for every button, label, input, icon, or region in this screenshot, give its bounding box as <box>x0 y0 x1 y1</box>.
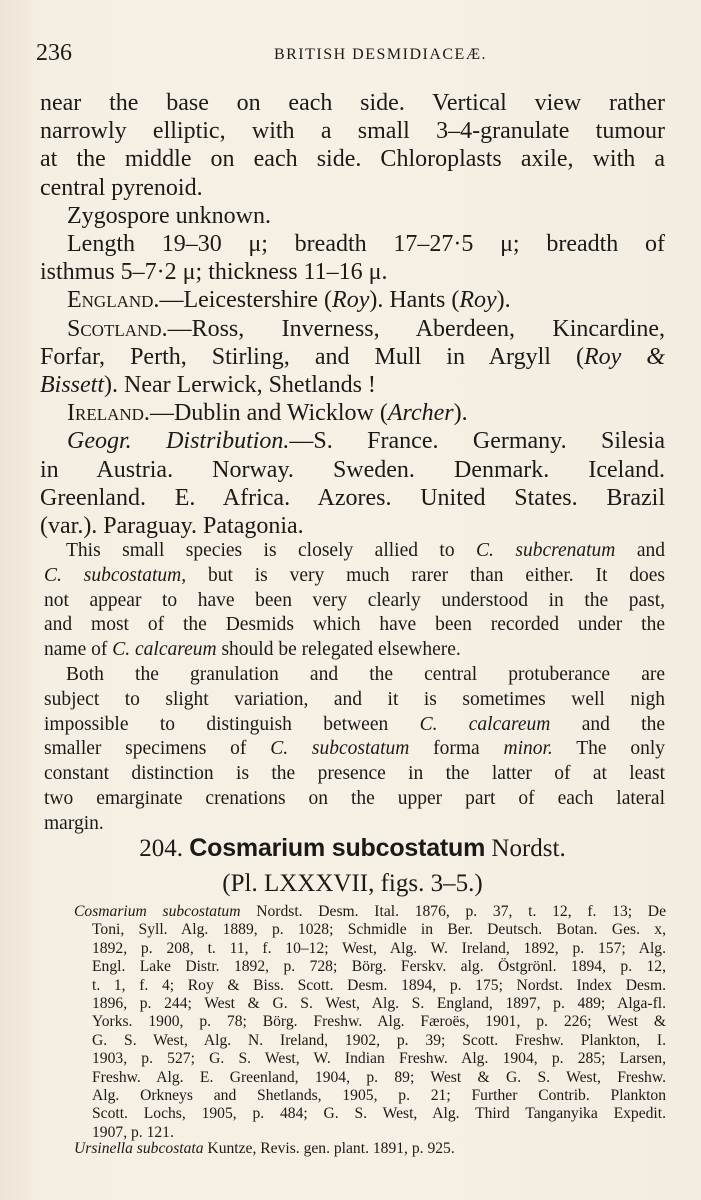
distribution-scotland-cont: Bissett). Near Lerwick, Shetlands ! <box>40 372 376 399</box>
description-line: central pyrenoid. <box>40 174 203 201</box>
synonymy-line: 1903, p. 527; G. S. West, W. Indian Freshw. Alg. 1904, p. 285; Larsen, <box>92 1050 666 1068</box>
species-name: Cosmarium subcostatum <box>189 834 486 862</box>
note-line: This small species is closely allied to C. subcrenatum and <box>66 540 665 561</box>
collector-name: Bissett <box>40 372 104 399</box>
measurements-line: Length 19–30 μ; breadth 17–27·5 μ; breadth of <box>67 231 665 258</box>
synonymy-line: 1896, p. 244; West & G. S. West, Alg. S. England, 1897, p. 489; Alga-fl. <box>92 995 666 1013</box>
synonymy-line: G. S. West, Alg. N. Ireland, 1902, p. 39; Scott. Freshw. Plankton, I. <box>92 1031 666 1049</box>
species-description <box>40 89 665 540</box>
collector-name: Archer <box>387 400 454 427</box>
measurements-line: isthmus 5–7·2 μ; thickness 11–16 μ. <box>40 259 388 286</box>
collector-name: Roy <box>459 287 497 314</box>
synonymy-line: Cosmarium subcostatum Nordst. Desm. Ital. 1876, p. 37, t. 12, f. 13; De <box>74 903 666 920</box>
synonym-name: Ursinella subcostata <box>74 1140 204 1157</box>
note-line: smaller specimens of C. subcostatum forma minor. The only <box>44 738 665 760</box>
synonymy-line: Yorks. 1900, p. 78; Börg. Freshw. Alg. Færoës, 1901, p. 226; West & <box>92 1013 666 1031</box>
taxon-name: C. subcostatum <box>270 738 410 760</box>
region-label: Scotland. <box>67 315 168 342</box>
geographic-distribution: Geogr. Distribution.—S. France. Germany. Silesia <box>67 428 665 455</box>
taxon-name: C. calcareum <box>419 713 551 735</box>
description-line: at the middle on each side. Chloroplasts axile, with a <box>40 146 665 173</box>
distribution-scotland: Scotland.—Ross, Inverness, Aberdeen, Kincardine, <box>67 315 665 342</box>
geographic-label: Geogr. Distribution. <box>67 428 290 455</box>
distribution-ireland: Ireland.—Dublin and Wicklow (Archer). <box>67 400 468 427</box>
running-head: BRITISH DESMIDIACEÆ. <box>273 46 488 63</box>
note-line: name of C. calcareum should be relegated elsewhere. <box>44 639 461 661</box>
collector-name: Roy <box>332 287 370 314</box>
collector-name: Roy & <box>583 343 666 370</box>
zygospore-note: Zygospore unknown. <box>67 202 271 229</box>
geographic-distribution-cont: (var.). Paraguay. Patagonia. <box>40 513 304 540</box>
region-label: England. <box>67 287 160 314</box>
ursinella-synonym: Ursinella subcostata Kuntze, Revis. gen. plant. 1891, p. 925. <box>74 1140 455 1157</box>
note-line: margin. <box>44 812 104 834</box>
synonymy-line: Engl. Lake Distr. 1892, p. 728; Börg. Ferskv. alg. Östgrönl. 1894, p. 12, <box>92 958 666 976</box>
note-line: impossible to distinguish between C. calcareum and the <box>44 713 665 735</box>
note-line: not appear to have been very clearly understood in the past, <box>44 589 665 611</box>
note-line: two emarginate crenations on the upper part of each lateral <box>44 787 665 809</box>
plate-reference: (Pl. LXXXVII, figs. 3–5.) <box>222 870 483 897</box>
description-line: narrowly elliptic, with a small 3–4-granulate tumour <box>40 118 665 145</box>
region-label: Ireland. <box>67 400 150 427</box>
synonymy-line: 1892, p. 208, t. 11, f. 10–12; West, Alg. W. Ireland, 1892, p. 157; Alg. <box>92 939 666 957</box>
synonymy-line: 1907, p. 121. <box>92 1123 174 1141</box>
forma-name: minor. <box>503 738 553 760</box>
note-line: and most of the Desmids which have been recorded under the <box>44 614 665 636</box>
species-heading <box>40 832 665 865</box>
note-line: subject to slight variation, and it is sometimes well nigh <box>44 688 665 710</box>
synonym-name: Cosmarium subcostatum <box>74 903 241 920</box>
synonymy-line: Alg. Orkneys and Shetlands, 1905, p. 21; Further Contrib. Plankton <box>92 1087 666 1105</box>
taxon-name: C. subcostatum, <box>44 564 187 586</box>
note-line: Both the granulation and the central protuberance are <box>66 663 665 685</box>
distribution-england: England.—Leicestershire (Roy). Hants (Roy). <box>67 287 511 314</box>
description-line: near the base on each side. Vertical view rather <box>40 90 665 116</box>
distribution-scotland-cont: Forfar, Perth, Stirling, and Mull in Argyll (Roy & <box>40 343 666 370</box>
page-number: 236 <box>36 40 72 66</box>
synonymy-line: Freshw. Alg. E. Greenland, 1904, p. 89; West & G. S. West, Freshw. <box>92 1068 666 1086</box>
synonymy-line: t. 1, f. 4; Roy & Biss. Scott. Desm. 1894, p. 175; Nordst. Index Desm. <box>92 976 666 994</box>
page-header <box>36 40 665 70</box>
synonymy-line: Toni, Syll. Alg. 1889, p. 1028; Schmidle in Ber. Deutsch. Botan. Ges. x, <box>92 921 666 939</box>
geographic-distribution-cont: in Austria. Norway. Sweden. Denmark. Iceland. <box>40 456 665 483</box>
geographic-distribution-cont: Greenland. E. Africa. Azores. United States. Brazil <box>40 484 665 511</box>
synonymy-block <box>74 903 666 1142</box>
species-number: 204. <box>139 835 184 862</box>
species-authority: Nordst. <box>491 835 566 862</box>
species-notes <box>44 539 665 837</box>
taxon-name: C. subcrenatum <box>476 540 616 561</box>
note-line: constant distinction is the presence in the latter of at least <box>44 763 665 785</box>
synonymy-line: Scott. Lochs, 1905, p. 484; G. S. West, Alg. Third Tanganyika Expedit. <box>92 1105 666 1123</box>
note-line: C. subcostatum, but is very much rarer than either. It does <box>44 564 665 586</box>
taxon-name: C. calcareum <box>112 639 217 661</box>
